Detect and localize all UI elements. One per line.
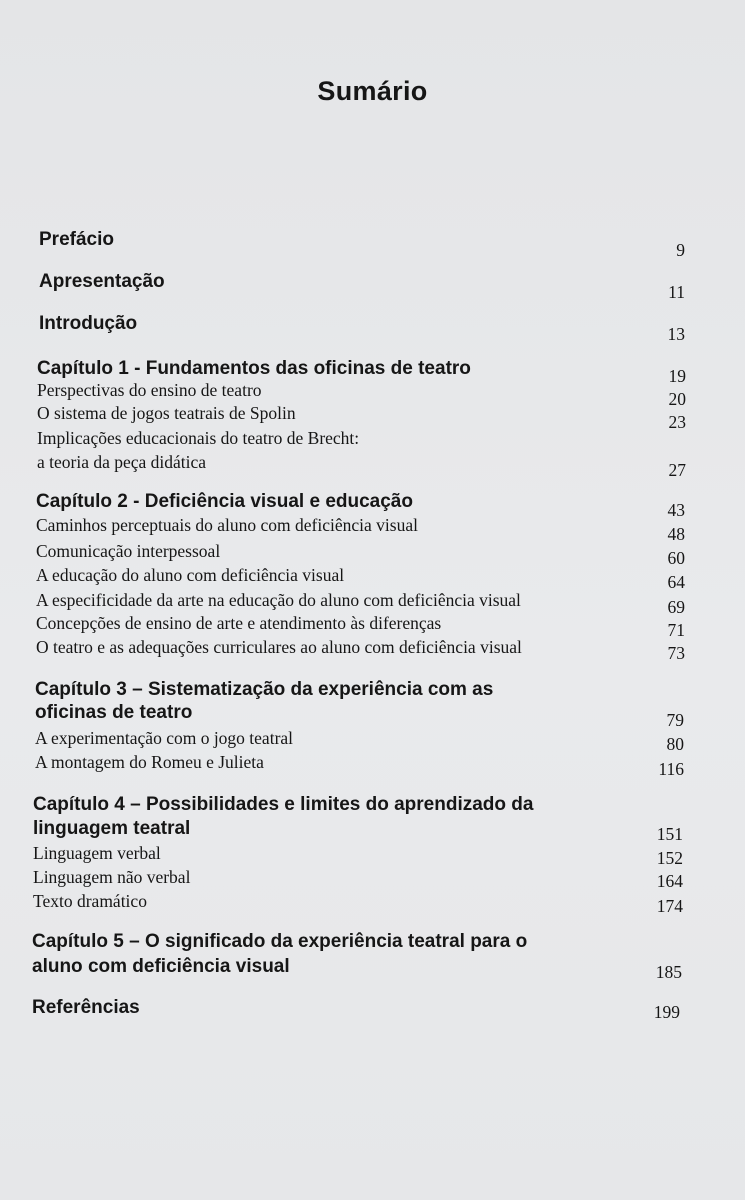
chapter-title: Capítulo 5 – O significado da experiência teatral para o	[32, 931, 528, 952]
toc-subentry-page: 48	[667, 524, 685, 544]
chapter-title-continued: oficinas de teatro	[35, 702, 193, 723]
toc-subentry-continued: a teoria da peça didática	[37, 452, 207, 472]
toc-entry-title: Prefácio	[39, 229, 114, 250]
toc-subentry: Comunicação interpessoal	[36, 541, 221, 561]
toc-entry-page: 9	[676, 240, 685, 260]
toc-subentry-page: 64	[667, 572, 685, 592]
toc-entry-title: Referências	[32, 997, 140, 1018]
toc-entry-page: 199	[653, 1002, 680, 1022]
toc-subentry-page: 20	[668, 389, 686, 409]
chapter-page: 79	[666, 710, 684, 730]
chapter-title: Capítulo 4 – Possibilidades e limites do aprendizado da	[33, 794, 534, 815]
chapter-page: 43	[667, 500, 685, 520]
toc-subentry: Texto dramático	[33, 891, 147, 911]
toc-subentry-page: 71	[667, 620, 685, 640]
toc-entry-page: 13	[667, 324, 685, 344]
chapter-title: Capítulo 2 - Deficiência visual e educação	[36, 491, 413, 512]
page-title: Sumário	[317, 76, 428, 106]
toc-subentry-page: 174	[656, 896, 683, 916]
chapter-page: 151	[656, 824, 683, 844]
toc-subentry: Perspectivas do ensino de teatro	[37, 380, 262, 400]
chapter-title-continued: aluno com deficiência visual	[32, 956, 290, 977]
toc-subentry: O teatro e as adequações curriculares ao aluno com deficiência visual	[36, 637, 522, 657]
toc-subentry: Linguagem verbal	[33, 843, 161, 863]
toc-subentry-page: 80	[666, 734, 684, 754]
toc-subentry-page: 152	[656, 848, 683, 868]
toc-subentry-page: 23	[668, 412, 686, 432]
chapter-title-continued: linguagem teatral	[33, 818, 191, 839]
toc-subentry: Linguagem não verbal	[33, 867, 191, 887]
toc-subentry: Caminhos perceptuais do aluno com deficiência visual	[36, 515, 418, 535]
chapter-title: Capítulo 3 – Sistematização da experiência com as	[35, 679, 494, 700]
chapter-page: 19	[668, 366, 686, 386]
toc-subentry: A educação do aluno com deficiência visual	[36, 565, 345, 585]
toc-subentry-page: 69	[667, 597, 685, 617]
toc-subentry: O sistema de jogos teatrais de Spolin	[37, 403, 296, 423]
toc-subentry-page: 116	[658, 759, 684, 779]
toc-entry-title: Apresentação	[39, 271, 165, 292]
toc-subentry-page: 60	[667, 548, 685, 568]
chapter-title: Capítulo 1 - Fundamentos das oficinas de teatro	[37, 358, 471, 379]
toc-subentry: A especificidade da arte na educação do aluno com deficiência visual	[36, 590, 521, 610]
toc-entry-title: Introdução	[39, 313, 138, 334]
toc-subentry: Implicações educacionais do teatro de Brecht:	[37, 428, 360, 448]
toc-subentry: A experimentação com o jogo teatral	[35, 728, 294, 748]
toc-subentry-page: 164	[656, 871, 683, 891]
toc-subentry-page: 27	[668, 460, 686, 480]
toc-subentry: A montagem do Romeu e Julieta	[35, 752, 264, 772]
toc-subentry: Concepções de ensino de arte e atendimento às diferenças	[36, 613, 442, 633]
toc-subentry-page: 73	[667, 643, 685, 663]
toc-entry-page: 11	[668, 282, 685, 302]
chapter-page: 185	[655, 962, 682, 982]
